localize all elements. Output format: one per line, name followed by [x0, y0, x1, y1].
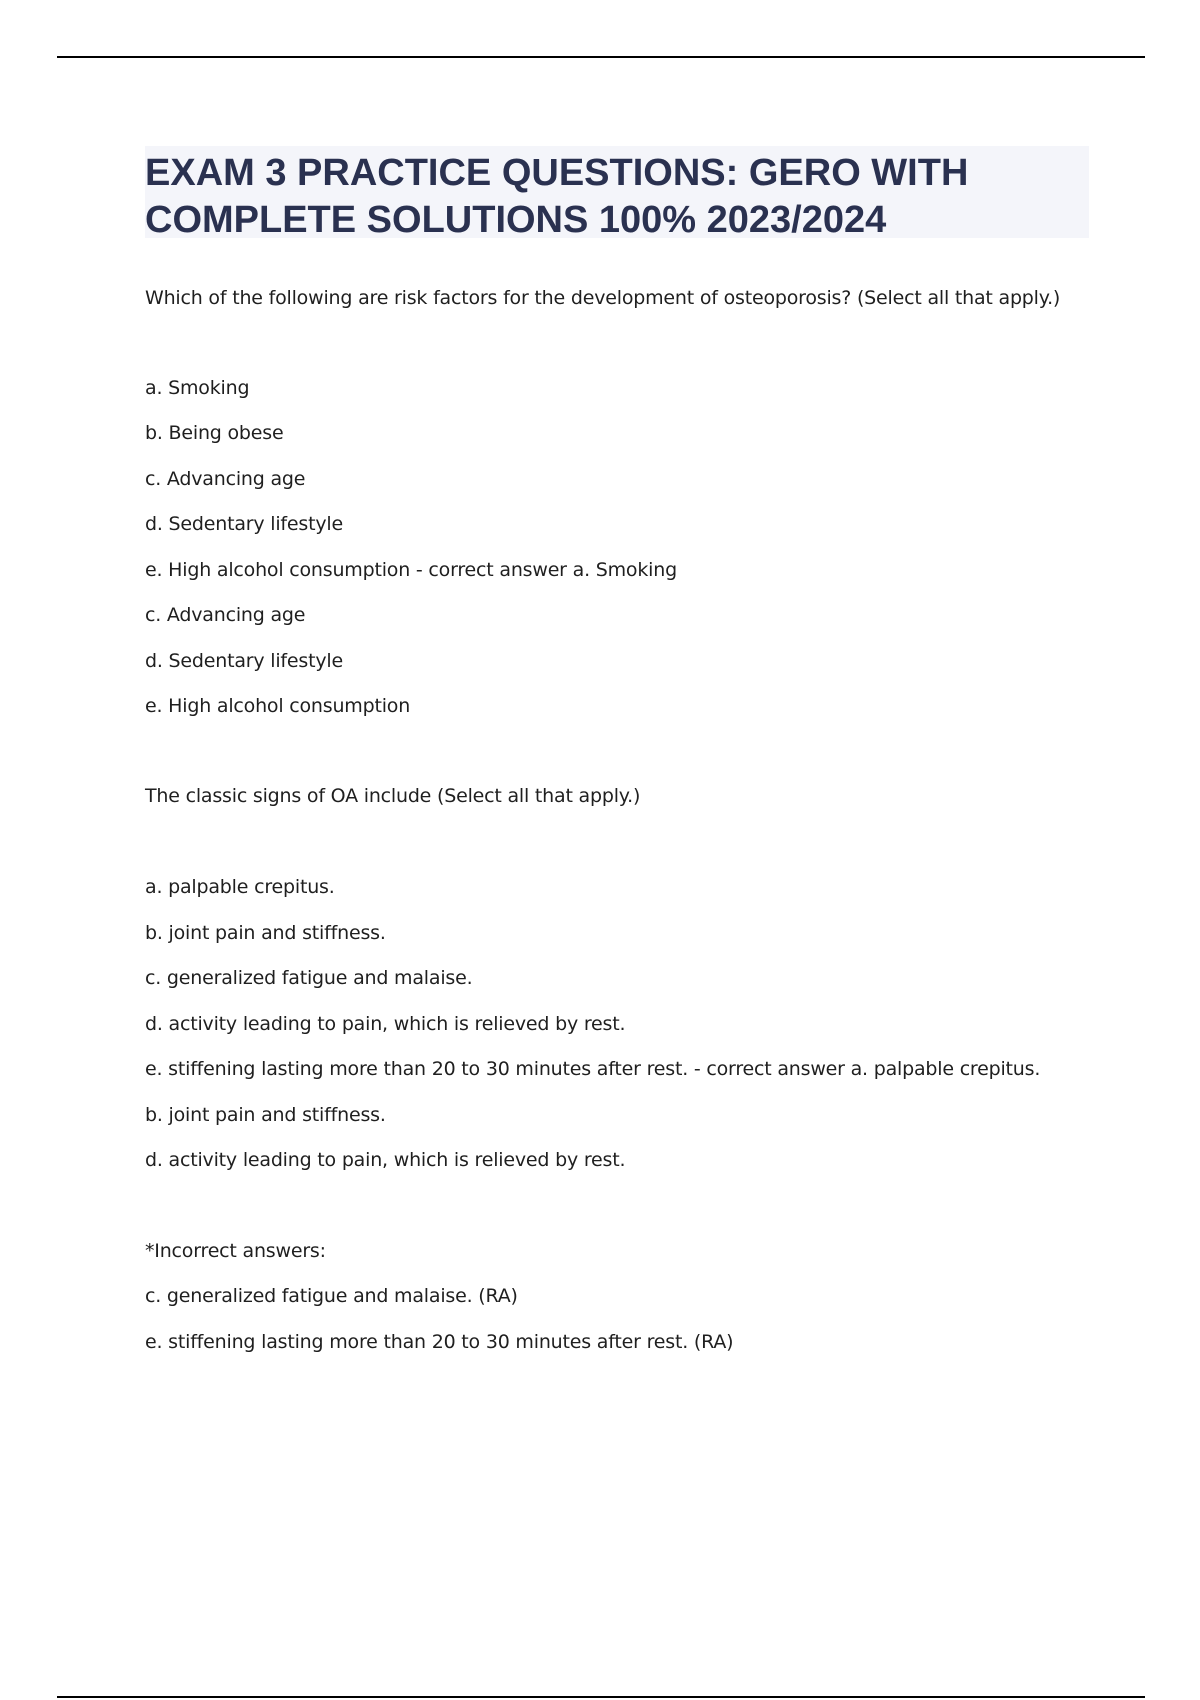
title-line-1: EXAM 3 PRACTICE QUESTIONS: GERO WITH [145, 152, 969, 194]
incorrect-answer-item: c. generalized fatigue and malaise. (RA) [145, 1285, 518, 1307]
q1-answer-item: c. Advancing age [145, 604, 306, 626]
q2-answer-item: d. activity leading to pain, which is relieved by rest. [145, 1149, 626, 1171]
title-line-2: COMPLETE SOLUTIONS 100% 2023/2024 [145, 199, 887, 241]
q1-option-e-with-answer: e. High alcohol consumption - correct answer a. Smoking [145, 559, 677, 581]
q1-option-d: d. Sedentary lifestyle [145, 513, 343, 535]
q1-answer-item: d. Sedentary lifestyle [145, 650, 343, 672]
question-2-prompt: The classic signs of OA include (Select all that apply.) [145, 785, 641, 807]
q1-answer-item: e. High alcohol consumption [145, 695, 411, 717]
header-rule [57, 56, 1145, 58]
question-1-prompt: Which of the following are risk factors for the development of osteoporosis? (Select all that apply.) [145, 287, 1061, 309]
q2-option-a: a. palpable crepitus. [145, 876, 335, 898]
q2-answer-item: b. joint pain and stiffness. [145, 1104, 386, 1126]
incorrect-answers-heading: *Incorrect answers: [145, 1240, 326, 1262]
incorrect-answer-item: e. stiffening lasting more than 20 to 30 minutes after rest. (RA) [145, 1331, 734, 1353]
footer-rule [57, 1696, 1145, 1698]
q1-option-c: c. Advancing age [145, 468, 306, 490]
q2-option-e-with-answer: e. stiffening lasting more than 20 to 30 minutes after rest. - correct answer a. palpable crepitus. [145, 1058, 1041, 1080]
q1-option-b: b. Being obese [145, 422, 284, 444]
q1-option-a: a. Smoking [145, 377, 250, 399]
document-title [145, 150, 1089, 244]
q2-option-b: b. joint pain and stiffness. [145, 922, 386, 944]
title-banner [145, 146, 1089, 241]
q2-option-d: d. activity leading to pain, which is relieved by rest. [145, 1013, 626, 1035]
q2-option-c: c. generalized fatigue and malaise. [145, 967, 473, 989]
